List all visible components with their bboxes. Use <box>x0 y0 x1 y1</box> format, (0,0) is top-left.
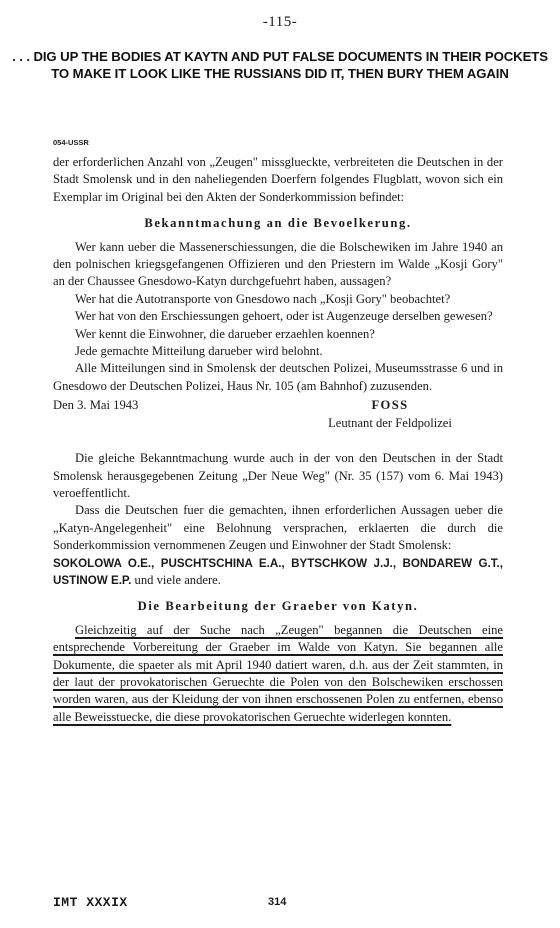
headline: . . . DIG UP THE BODIES AT KAYTN AND PUT FALSE DOCUMENTS IN THEIR POCKETS TO MAKE IT LOOK LIKE THE RUSSIANS DID IT, THEN BURY THEM AGAIN <box>12 49 548 81</box>
signature-row <box>53 397 503 432</box>
signer-title: Leutnant der Feldpolizei <box>328 415 452 430</box>
notice-instructions: Alle Mitteilungen sind in Smolensk der deutschen Polizei, Museumsstrasse 6 und in Gnesdowo der Deutschen Polizei, Haus Nr. 105 (am Bahnhof) zuzusenden. <box>53 361 503 393</box>
newspaper-paragraph: Die gleiche Bekanntmachung wurde auch in der von den Deutschen in der Stadt Smolensk herausgegebenen Zeitung „Der Neue Weg" (Nr. 35 (157) vom 6. Mai 1943) veroeffentlicht. <box>53 451 503 500</box>
intro-paragraph: der erforderlichen Anzahl von „Zeugen" missglueckte, verbreiteten die Deutschen in der Stadt Smolensk und in den naheliegenden Doerfern folgendes Flugblatt, wovon sich ein Exemplar im Original bei den Akten der Sonderkommission befindet: <box>53 155 503 204</box>
witness-names: SOKOLOWA O.E., PUSCHTSCHINA E.A., BYTSCHKOW J.J., BONDAREW G.T., USTINOW E.P. <box>53 556 503 587</box>
witness-names-tail: und viele andere. <box>134 572 221 587</box>
document-code: 054-USSR <box>53 138 89 147</box>
footer-page-number: 314 <box>268 896 287 908</box>
page-number: -115- <box>262 14 298 30</box>
reward-paragraph: Dass die Deutschen fuer die gemachten, ihnen erforderlichen Aussagen ueber die „Katyn-Angelegenheit" eine Belohnung versprachen, erklaerten die durch die Sonderkommission vernommenen Zeugen und Einwohner der Stadt Smolensk: <box>53 503 503 553</box>
notice-date: Den 3. Mai 1943 <box>53 398 139 413</box>
notice-heading: Bekanntmachung an die Bevoelkerung. <box>144 216 412 231</box>
signer-name: FOSS <box>371 398 409 413</box>
notice-question-1: Wer kann ueber die Massenerschiessungen, die die Bolschewiken im Jahre 1940 an den polnischen kriegsgefangenen Offizieren und den Priestern im Walde „Kosji Gory" an der Chaussee Gnesdowo-Katyn durchgefuehrt haben, aussagen? <box>53 239 503 289</box>
notice-question-3: Wer hat von den Erschiessungen gehoert, oder ist Augenzeuge derselben gewesen? <box>75 309 493 324</box>
notice-reward: Jede gemachte Mitteilung darueber wird belohnt. <box>75 344 323 359</box>
notice-question-4: Wer kennt die Einwohner, die darueber erzaehlen koennen? <box>75 326 375 341</box>
signature-block <box>295 397 485 432</box>
graves-heading: Die Bearbeitung der Graeber von Katyn. <box>137 599 419 614</box>
graves-paragraph: Gleichzeitig auf der Suche nach „Zeugen" begannen die Deutschen eine entsprechende Vorbereitung der Graeber im Walde von Katyn. Sie begannen alle Dokumente, die spaeter als mit April 1940 datiert waren, d.h. aus der Zeit stammten, in der laut der provokatorischen Geruechte die Polen von den Bolschewiken erschossen worden waren, aus der Kleidung der von ihnen erschossenen Polen zu entfernen, ebenso alle Beweisstuecke, die diese provokatorischen Geruechte widerlegen konnten. <box>53 622 503 724</box>
witness-names-line <box>53 555 503 590</box>
footer-volume: IMT XXXIX <box>53 895 128 910</box>
notice-question-2: Wer hat die Autotransporte von Gnesdowo nach „Kosji Gory" beobachtet? <box>75 291 451 306</box>
document-body <box>53 154 503 726</box>
